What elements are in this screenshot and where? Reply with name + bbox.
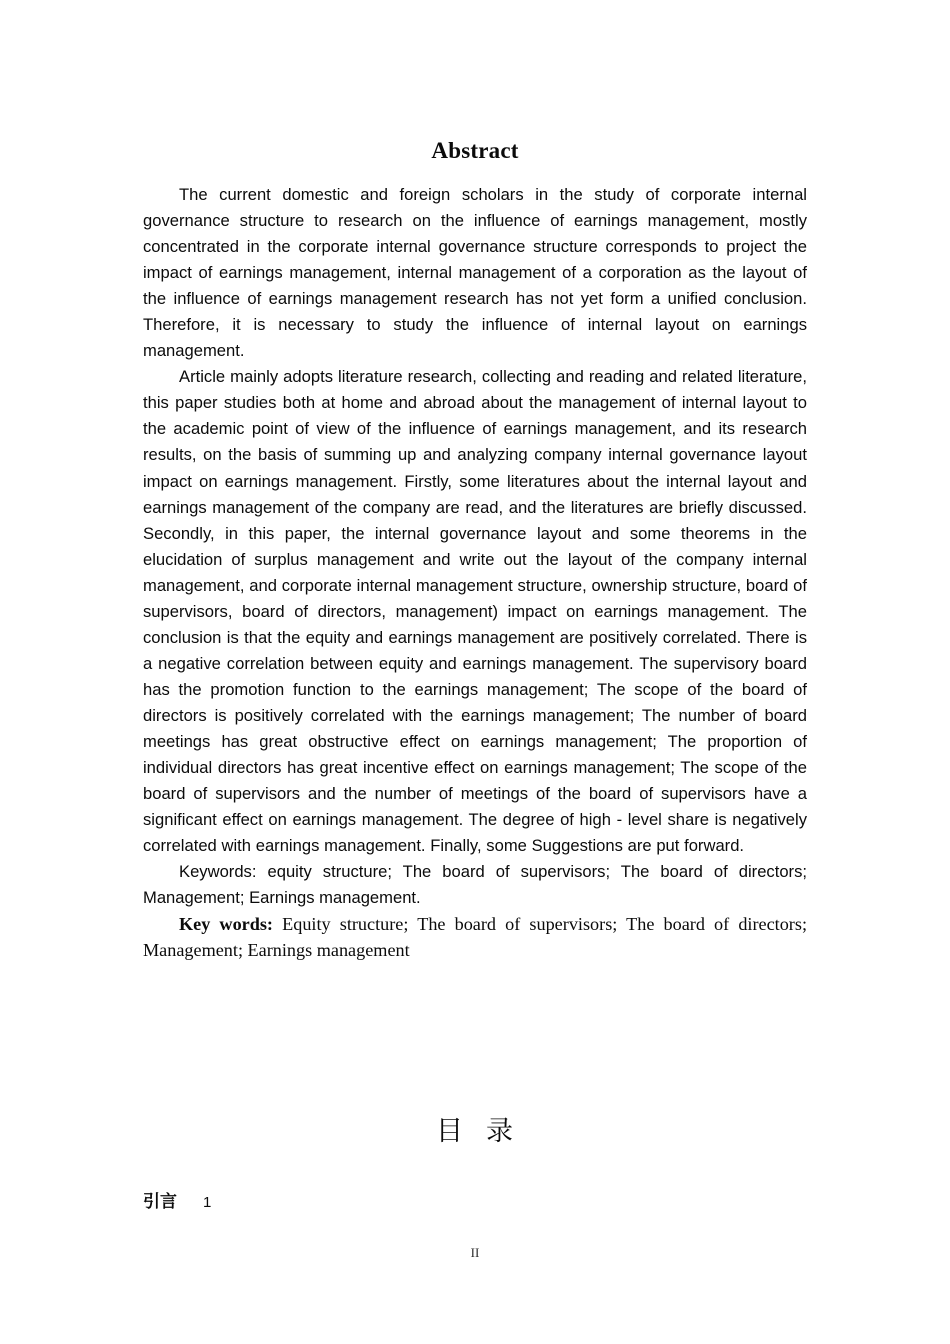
keywords-label: Key words:: [179, 914, 273, 935]
keywords-line-serif: [143, 911, 807, 963]
toc-entry-introduction[interactable]: [143, 1189, 807, 1216]
page-footer-number: II: [470, 1245, 480, 1260]
toc-heading-char-2: 录: [486, 1116, 514, 1147]
toc-heading: [0, 1112, 950, 1152]
abstract-paragraph-2: Article mainly adopts literature research, collecting and reading and related literature, this paper studies both at home and abroad about the management of internal layout to the academic point of view of the influence of earnings management, and its research results, on the basis of summing up and analyzing company internal governance layout impact on earnings management. Firstly, some literatures about the internal layout and earnings management of the company are read, and the literatures are briefly discussed. Secondly, in this paper, the internal governance layout and some theorems in the elucidation of surplus management and write out the layout of the company internal management, and corporate internal management structure, ownership structure, board of supervisors, board of directors, management) impact on earnings management. The conclusion is that the equity and earnings management are positively correlated. There is a negative correlation between equity and earnings management. The supervisory board has the promotion function to the earnings management; The scope of the board of directors is positively correlated with the earnings management; The number of board meetings has great obstructive effect on earnings management; The proportion of individual directors has great incentive effect on earnings management; The scope of the board of supervisors and the number of meetings of the board of supervisors have a significant effect on earnings management. The degree of high - level share is negatively correlated with earnings management. Finally, some Suggestions are put forward.: [143, 367, 807, 856]
abstract-paragraph-1: The current domestic and foreign scholars in the study of corporate internal governance structure to research on the influence of earnings management, mostly concentrated in the corporate internal governance structure corresponds to project the impact of earnings management, internal management of a corporation as the layout of the influence of earnings management research has not yet form a unified conclusion. Therefore, it is necessary to study the influence of internal layout on earnings management.: [143, 185, 807, 361]
toc-heading-char-1: 目: [436, 1116, 464, 1147]
toc-entry-page-number: 1: [203, 1194, 212, 1211]
keywords-value: Equity structure; The board of supervisors; The board of directors; Management; Earnings management: [143, 914, 807, 961]
keywords-line-sans: Keywords: equity structure; The board of supervisors; The board of directors; Management; Earnings management.: [143, 862, 807, 908]
abstract-heading: Abstract: [431, 138, 519, 163]
abstract-section: [143, 136, 807, 963]
toc-entry-title: 引言: [143, 1192, 177, 1212]
